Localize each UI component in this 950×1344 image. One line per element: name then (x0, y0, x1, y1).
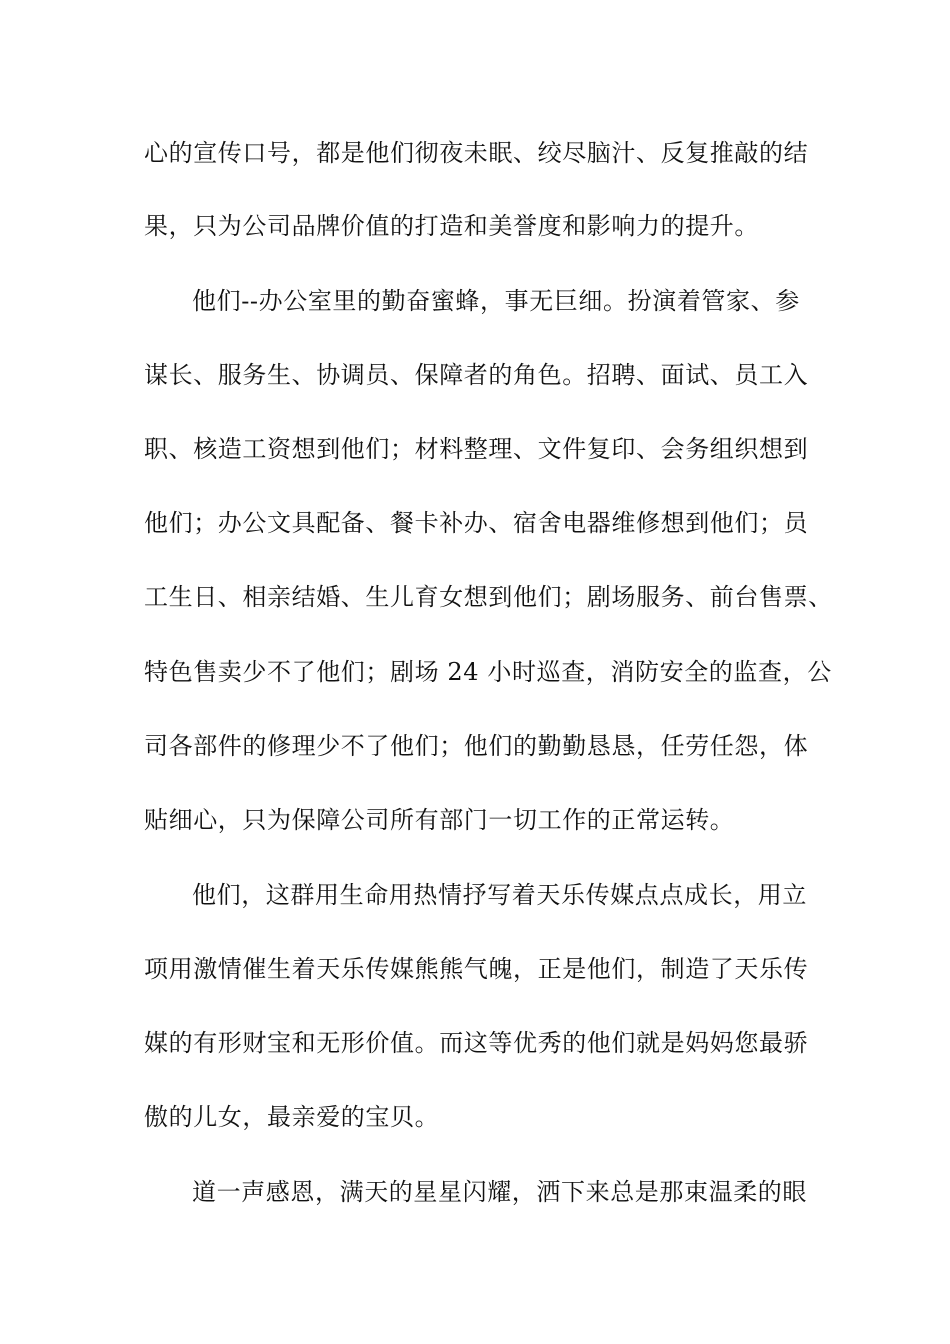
text-line: 傲的儿女，最亲爱的宝贝。 (144, 1103, 440, 1131)
text-line: 特色售卖少不了他们；剧场 24 小时巡查，消防安全的监查，公 (144, 658, 832, 686)
text-line: 职、核造工资想到他们；材料整理、文件复印、会务组织想到 (144, 435, 809, 463)
text-line: 贴细心，只为保障公司所有部门一切工作的正常运转。 (144, 806, 735, 834)
text-line: 心的宣传口号，都是他们彻夜未眠、绞尽脑汁、反复推敲的结 (144, 139, 809, 167)
text-line: 媒的有形财宝和无形价值。而这等优秀的他们就是妈妈您最骄 (144, 1029, 809, 1057)
text-line: 司各部件的修理少不了他们；他们的勤勤恳恳，任劳任怨，体 (144, 732, 809, 760)
paragraph-start-line: 道一声感恩，满天的星星闪耀，洒下来总是那束温柔的眼 (192, 1178, 807, 1206)
text-line: 果，只为公司品牌价值的打造和美誉度和影响力的提升。 (144, 212, 759, 240)
text-line: 他们；办公文具配备、餐卡补办、宿舍电器维修想到他们；员 (144, 509, 809, 537)
paragraph-start-line: 他们--办公室里的勤奋蜜蜂，事无巨细。扮演着管家、参 (192, 287, 800, 315)
paragraph-start-line: 他们，这群用生命用热情抒写着天乐传媒点点成长，用立 (192, 881, 807, 909)
text-line: 项用激情催生着天乐传媒熊熊气魄，正是他们，制造了天乐传 (144, 955, 809, 983)
text-line: 谋长、服务生、协调员、保障者的角色。招聘、面试、员工入 (144, 361, 809, 389)
text-line: 工生日、相亲结婚、生儿育女想到他们；剧场服务、前台售票、 (144, 583, 833, 611)
